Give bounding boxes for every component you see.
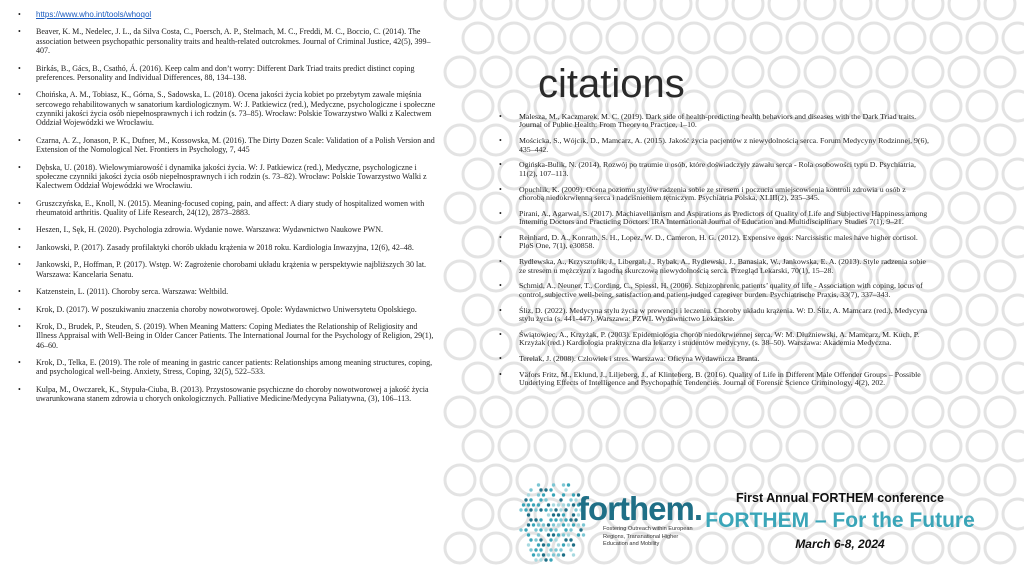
decorative-circle (625, 0, 655, 19)
whoqol-link[interactable]: https://www.who.int/tools/whoqol (36, 10, 152, 19)
logo-dot (537, 483, 540, 486)
logo-dot (519, 528, 522, 531)
decorative-circle (913, 397, 943, 427)
logo-dot (537, 493, 540, 496)
logo-dot (524, 528, 527, 531)
logo-dot (562, 493, 565, 496)
reference-item: • Reinhard, D. A., Konrath, S. H., Lopez, W. D., Cameron, H. G. (2012). Expensive egos: Narcissistic males have higher cortisol. PloS One, 7(1), e30858. (497, 234, 929, 251)
logo-dot (534, 538, 537, 541)
logo-dot (547, 503, 550, 506)
decorative-circle (697, 397, 727, 427)
reference-item: • Krok, D., Brudek, P., Steuden, S. (2019). When Meaning Matters: Coping Mediates the Relationship of Religiosity and Illness Appraisal with Well-Being in Older Cancer Patients. The International Journal for the Psychology of Religion, 29(1), 46–60. (18, 322, 436, 350)
logo-dot (532, 523, 535, 526)
reference-item: • Heszen, I., Sęk, H. (2020). Psychologia zdrowia. Wydanie nowe. Warszawa: Wydawnictwo Naukowe PWN. (18, 225, 436, 234)
logo-dot (552, 513, 555, 516)
decorative-circle (481, 397, 511, 427)
decorative-circle (481, 0, 511, 19)
decorative-circle (463, 91, 493, 121)
decorative-circle (967, 227, 997, 257)
logo-dot (529, 488, 532, 491)
logo-dot (554, 518, 557, 521)
logo-dot (559, 548, 562, 551)
logo-dot (572, 553, 575, 556)
reference-item: • Malesza, M., Kaczmarek, M. C. (2019). Dark side of health-predicting health behaviors and diseases with the Dark Triad traits. Journal of Public Health: From Theory to Practice, 1–10. (497, 113, 929, 130)
decorative-circle (445, 329, 475, 359)
decorative-circle (589, 0, 619, 19)
decorative-circle (949, 329, 979, 359)
decorative-circle (481, 533, 511, 563)
logo-dot (537, 553, 540, 556)
logo-dot (544, 508, 547, 511)
decorative-circle (1003, 227, 1024, 257)
logo-dot (539, 538, 542, 541)
decorative-circle (1003, 23, 1024, 53)
decorative-circle (805, 0, 835, 19)
decorative-circle (643, 431, 673, 461)
logo-dot (559, 508, 562, 511)
decorative-circle (445, 125, 475, 155)
decorative-circle (949, 261, 979, 291)
logo-dot (552, 553, 555, 556)
decorative-circle (841, 0, 871, 19)
decorative-circle (463, 227, 493, 257)
decorative-circle (445, 397, 475, 427)
decorative-circle (985, 125, 1015, 155)
decorative-circle (841, 397, 871, 427)
decorative-circle (553, 397, 583, 427)
decorative-circle (1003, 91, 1024, 121)
reference-item: • Katzenstein, L. (2011). Choroby serca. Warszawa: Weltbild. (18, 287, 436, 296)
logo-dot (522, 503, 525, 506)
logo-dot (562, 543, 565, 546)
decorative-circle (679, 431, 709, 461)
decorative-circle (733, 57, 763, 87)
logo-dot (532, 553, 535, 556)
decorative-circle (571, 23, 601, 53)
logo-dot (554, 538, 557, 541)
logo-dot (572, 523, 575, 526)
logo-dot (562, 513, 565, 516)
decorative-circle (535, 431, 565, 461)
decorative-circle (895, 431, 925, 461)
reference-item: • Schmid, A., Neuner, T., Cording, C., Spiessl, H. (2006). Schizophrenic patients’ quality of life - Association with coping, locus of control, subjective well-being, satisfaction and patient-judged caregiver burden. Psychiatrische Praxis, 33(7), 337–343. (497, 282, 929, 299)
logo-dot (534, 548, 537, 551)
decorative-circle (787, 23, 817, 53)
logo-dot (529, 548, 532, 551)
logo-dot (542, 493, 545, 496)
reference-item: • Dębska, U. (2018). Wielowymiarowość i dynamika jakości życia. W: J. Patkiewicz (red.), Medyczne, psychologiczne i społeczne czynniki jakości życia osób niepełnosprawnych i ich rodzin (s. 73–82). Wrocław: Polskie Towarzystwo Walki z Kalectwem Oddział Wojewódzki we Wrocławiu. (18, 163, 436, 191)
logo-dot (532, 503, 535, 506)
decorative-circle (967, 295, 997, 325)
logo-dot (529, 498, 532, 501)
reference-item: • Jankowski, P. (2017). Zasady profilaktyki chorób układu krążenia w 2018 roku. Kardiologia Inwazyjna, 12(6), 42–48. (18, 243, 436, 252)
logo-dot (569, 518, 572, 521)
decorative-circle (1003, 159, 1024, 189)
logo-dot (557, 503, 560, 506)
decorative-circle (859, 431, 889, 461)
decorative-circle (949, 0, 979, 19)
logo-dot (539, 488, 542, 491)
logo-dot (579, 528, 582, 531)
logo-tagline: Fostering Outreach within European Regions, Transnational Higher Education and Mobility (603, 526, 693, 548)
decorative-circle (481, 465, 511, 495)
reference-item: • Czarna, A. Z., Jonason, P. K., Dufner, M., Kossowska, M. (2016). The Dirty Dozen Scale: Validation of a Polish Version and Extension of the Nomological Net. Frontiers in Psychology, 7, 445 (18, 136, 436, 155)
decorative-circle (751, 431, 781, 461)
decorative-circle (661, 0, 691, 19)
decorative-circle (769, 397, 799, 427)
decorative-circle (625, 397, 655, 427)
reference-item: • Świątowiec, A., Krzyżak, P. (2003). Epidemiologia chorób niedokrwiennej serca. W: M. Dłużniewski, A. Mamcarz, M. Kuch, P. Krzyżak (red.) Kardiologia praktyczna dla lekarzy i studentów medycyny, (s. 38–50). Warszawa: Akademia Medyczna. (497, 331, 929, 348)
logo-dot (542, 523, 545, 526)
logo-dot (567, 533, 570, 536)
logo-dot (537, 503, 540, 506)
decorative-circle (931, 295, 961, 325)
logo-dot (567, 523, 570, 526)
decorative-circle (463, 295, 493, 325)
decorative-circle (823, 431, 853, 461)
decorative-circle (805, 57, 835, 87)
decorative-circle (877, 397, 907, 427)
decorative-circle (877, 57, 907, 87)
decorative-circle (805, 397, 835, 427)
decorative-circle (661, 397, 691, 427)
logo-dot (527, 493, 530, 496)
decorative-circle (967, 91, 997, 121)
decorative-circle (571, 431, 601, 461)
logo-dot (552, 523, 555, 526)
logo-dot (524, 508, 527, 511)
decorative-circle (715, 23, 745, 53)
reference-item: • Väfors Fritz, M., Eklund, J., Liljeberg, J., af Klinteberg, B. (2016). Quality of Life in Different Male Offender Groups – Possible Underlying Effects of Intelligence and Psychopathic Tendencies. Journal of Forensic Science Criminology, 4(2), 202. (497, 371, 929, 388)
reference-item: • Pirani, A., Agarwal, S. (2017). Machiavellianism and Aspirations as Predictors of Quality of Life and Subjective Happiness among Interning Doctors and Practicing Doctors. IRA International Journal of Education and Multidisciplinary Studies 7(1), 9–21. (497, 210, 929, 227)
logo-dot (562, 523, 565, 526)
logo-dot (564, 508, 567, 511)
logo-dot (547, 513, 550, 516)
logo-dot (549, 558, 552, 561)
decorative-circle (985, 0, 1015, 19)
decorative-circle (769, 57, 799, 87)
logo-dot (527, 513, 530, 516)
reference-item: • Krok, D., Telka, E. (2019). The role of meaning in gastric cancer patients: Relationships among meaning structures, coping, and psychological well-being. Anxiety, Stress, Coping, 32(5), 522–533. (18, 358, 436, 377)
decorative-circle (517, 397, 547, 427)
logo-dot (547, 533, 550, 536)
logo-dot (539, 498, 542, 501)
logo-dot (547, 543, 550, 546)
logo-dot (564, 488, 567, 491)
decorative-circle (445, 193, 475, 223)
logo-dot (549, 518, 552, 521)
conference-tagline: FORTHEM – For the Future (705, 509, 975, 532)
logo-dot (559, 498, 562, 501)
decorative-circle (931, 159, 961, 189)
decorative-circle (607, 431, 637, 461)
decorative-circle (913, 0, 943, 19)
decorative-circle (499, 23, 529, 53)
logo-dot (567, 503, 570, 506)
logo-dot (569, 548, 572, 551)
decorative-circle (445, 0, 475, 19)
decorative-circle (445, 261, 475, 291)
conference-dates: March 6-8, 2024 (795, 537, 885, 551)
decorative-circle (679, 23, 709, 53)
decorative-circle (985, 397, 1015, 427)
decorative-circle (643, 23, 673, 53)
logo-dot (552, 483, 555, 486)
decorative-circle (949, 397, 979, 427)
logo-dot (529, 518, 532, 521)
logo-dot (567, 483, 570, 486)
logo-dot (552, 533, 555, 536)
logo-dot (547, 553, 550, 556)
logo-dot (544, 498, 547, 501)
reference-item: • Jankowski, P., Hoffman, P. (2017). Wstęp. W: Zagrożenie chorobami układu krążenia w perspektywie najbliższych 30 lat. Warszawa: Kancelaria Senatu. (18, 260, 436, 279)
reference-item: • Choińska, A. M., Tobiasz, K., Górna, S., Sadowska, L. (2018). Ocena jakości życia kobiet po przebytym zawale mięśnia sercowego rehabilitowanych w sanatorium kardiologicznym. W: J. Patkiewicz (red.), Medyczne, psychologiczne i społeczne czynniki jakości życia osób niepełnosprawnych i ich rodzin (s. 73–85). Wrocław: Polskie Towarzystwo Walki z Kalectwem Oddział Wojewódzki we Wrocławiu. (18, 90, 436, 127)
decorative-circle (949, 125, 979, 155)
decorative-circle (733, 397, 763, 427)
decorative-circle (517, 0, 547, 19)
decorative-circle (931, 91, 961, 121)
decorative-circle (1003, 295, 1024, 325)
logo-dot (549, 538, 552, 541)
logo-dot (537, 523, 540, 526)
decorative-circle (1003, 499, 1024, 529)
decorative-circle (751, 23, 781, 53)
logo-dot (524, 498, 527, 501)
conference-name: First Annual FORTHEM conference (736, 491, 944, 505)
logo-dot (547, 523, 550, 526)
logo-dot (572, 503, 575, 506)
logo-dot (554, 508, 557, 511)
decorative-circle (931, 23, 961, 53)
decorative-circle (607, 23, 637, 53)
decorative-circle (967, 431, 997, 461)
logo-dot (544, 558, 547, 561)
logo-dot (569, 498, 572, 501)
decorative-circle (463, 23, 493, 53)
logo-dot (539, 548, 542, 551)
decorative-circle (769, 0, 799, 19)
decorative-circle (913, 57, 943, 87)
decorative-circle (697, 0, 727, 19)
decorative-circle (949, 193, 979, 223)
decorative-circle (697, 57, 727, 87)
decorative-circle (949, 57, 979, 87)
logo-dot (559, 518, 562, 521)
logo-dot (569, 538, 572, 541)
decorative-circle (787, 431, 817, 461)
decorative-circle (481, 57, 511, 87)
logo-dot (539, 508, 542, 511)
right-reference-column (497, 113, 929, 395)
logo-dot (554, 548, 557, 551)
reference-item: • Beaver, K. M., Nedelec, J. L., da Silva Costa, C., Poersch, A. P., Stelmach, M. C., Freddi, M. C., Boccio, C. (2014). The association between psychopathic personality traits and health-related outcrokmes. Journal of Criminal Justice, 42(5), 399–407. (18, 27, 436, 55)
logo-dot (542, 553, 545, 556)
logo-dot (539, 528, 542, 531)
logo-dot (527, 503, 530, 506)
logo-dot (564, 518, 567, 521)
logo-dot (552, 493, 555, 496)
decorative-circle (733, 0, 763, 19)
reference-item: • Krok, D. (2017). W poszukiwaniu znaczenia choroby nowotworowej. Opole: Wydawnictwo Uniwersytetu Opolskiego. (18, 305, 436, 314)
logo-dot (562, 553, 565, 556)
logo-dot (554, 528, 557, 531)
logo-dot (582, 533, 585, 536)
reference-item: • Terelak, J. (2008). Człowiek i stres. Warszawa: Oficyna Wydawnicza Branta. (497, 355, 929, 363)
logo-dot (534, 558, 537, 561)
decorative-circle (841, 57, 871, 87)
decorative-circle (445, 57, 475, 87)
logo-dot (527, 543, 530, 546)
logo-dot (527, 523, 530, 526)
logo-dot (557, 513, 560, 516)
decorative-circle (967, 363, 997, 393)
decorative-circle (823, 23, 853, 53)
decorative-circle (463, 363, 493, 393)
decorative-circle (445, 533, 475, 563)
decorative-circle (967, 159, 997, 189)
decorative-circle (1003, 431, 1024, 461)
logo-dot (557, 523, 560, 526)
left-reference-column (18, 10, 436, 412)
logo-dot (539, 558, 542, 561)
reference-item: • Śliz, D. (2022). Medycyna stylu życia w prewencji i leczeniu. Choroby układu krążenia. W: D. Śliz, A. Mamcarz (red.), Medycyna stylu życia (s. 441-447). Warszawa: PZWL Wydawnictwo Lekarskie. (497, 307, 929, 324)
logo-dot (539, 518, 542, 521)
logo-dot (544, 488, 547, 491)
decorative-circle (877, 0, 907, 19)
decorative-circle (967, 23, 997, 53)
decorative-circle (715, 431, 745, 461)
decorative-circle (859, 23, 889, 53)
decorative-circle (463, 431, 493, 461)
logo-dot (562, 533, 565, 536)
logo-dot (537, 533, 540, 536)
decorative-circle (1003, 363, 1024, 393)
decorative-circle (931, 431, 961, 461)
logo-dot (544, 528, 547, 531)
decorative-circle (931, 227, 961, 257)
logo-dot (572, 513, 575, 516)
logo-dot (577, 533, 580, 536)
slide-title: citations (538, 62, 685, 106)
decorative-circle (895, 23, 925, 53)
logo-dot (537, 543, 540, 546)
decorative-circle (985, 329, 1015, 359)
decorative-circle (463, 499, 493, 529)
reference-item: • Mościcka, S., Wójcik, D., Mamcarz, A. (2015). Jakość życia pacjentów z niewydolnością serca. Forum Medycyny Rodzinnej, 9(6), 435–442. (497, 137, 929, 154)
logo-dot (549, 488, 552, 491)
logo-dot (557, 553, 560, 556)
reference-item[interactable] (18, 10, 436, 19)
logo-dot (519, 508, 522, 511)
reference-item: • Birkás, B., Gács, B., Csathó, Á. (2016). Keep calm and don’t worry: Different Dark Triad traits predict distinct coping preferences. Personality and Individual Differences, 88, 134–138. (18, 64, 436, 83)
conference-info (690, 491, 990, 551)
decorative-circle (445, 465, 475, 495)
decorative-circle (589, 397, 619, 427)
logo-dot (534, 518, 537, 521)
logo-dot (549, 548, 552, 551)
logo-dot (572, 493, 575, 496)
decorative-circle (535, 23, 565, 53)
logo-dot (549, 528, 552, 531)
decorative-circle (985, 193, 1015, 223)
logo-dot (534, 508, 537, 511)
logo-dot (572, 543, 575, 546)
logo-wordmark: forthem. (578, 490, 702, 527)
decorative-circle (931, 363, 961, 393)
logo-dot (557, 533, 560, 536)
logo-dot (562, 483, 565, 486)
logo-dot (529, 508, 532, 511)
logo-dot (562, 503, 565, 506)
reference-item: • Rydlewska, A., Krzysztofik, J., Libergal, J., Rybak, A., Rydlewski, J., Banasiak, W., Jankowska, E. A. (2013). Style radzenia sobie ze stresem u mężczyzn z łagodną skurczową niewydolnością serca. Przegląd Lekarski, 70(1), 15–28. (497, 258, 929, 275)
decorative-circle (985, 57, 1015, 87)
reference-item: • Opuchlik, K. (2009). Ocena poziomu stylów radzenia sobie ze stresem i poczucia umiejscowienia kontroli zdrowia u osób z chorobą niedokrwienną serca i nadciśnieniem tętniczym. Psychiatria Polska, XLIII(2), 235–345. (497, 186, 929, 203)
logo-dot (542, 543, 545, 546)
logo-dot (527, 533, 530, 536)
reference-item: • Ogińska-Bulik, N. (2014). Rozwój po traumie u osób, które doświadczyły zawału serca - Rola osobowości typu D. Psychiatria, 11(2), 107–113. (497, 161, 929, 178)
logo-dot (569, 528, 572, 531)
forthem-logo (512, 470, 702, 570)
decorative-circle (553, 0, 583, 19)
logo-dot (552, 503, 555, 506)
reference-item: • Gruszczyńska, E., Knoll, N. (2015). Meaning-focused coping, pain, and affect: A diary study of hospitalized women with rheumatoid arthritis. Quality of Life Research, 24(12), 2873–2883. (18, 199, 436, 218)
decorative-circle (463, 159, 493, 189)
logo-dot (549, 508, 552, 511)
logo-dot (564, 528, 567, 531)
logo-dot (534, 528, 537, 531)
decorative-circle (499, 431, 529, 461)
decorative-circle (985, 261, 1015, 291)
reference-item: • Kulpa, M., Owczarek, K., Stypuła-Ciuba, B. (2013). Przystosowanie psychiczne do choroby nowotworowej a jakość życia uwarunkowana stanem zdrowia u chorych onkologicznych. Palliative Medicine/Medycyna Paliatywna, (3), 106–113. (18, 385, 436, 404)
logo-dot (557, 543, 560, 546)
logo-dot (567, 543, 570, 546)
logo-dot (529, 538, 532, 541)
logo-dot (564, 538, 567, 541)
